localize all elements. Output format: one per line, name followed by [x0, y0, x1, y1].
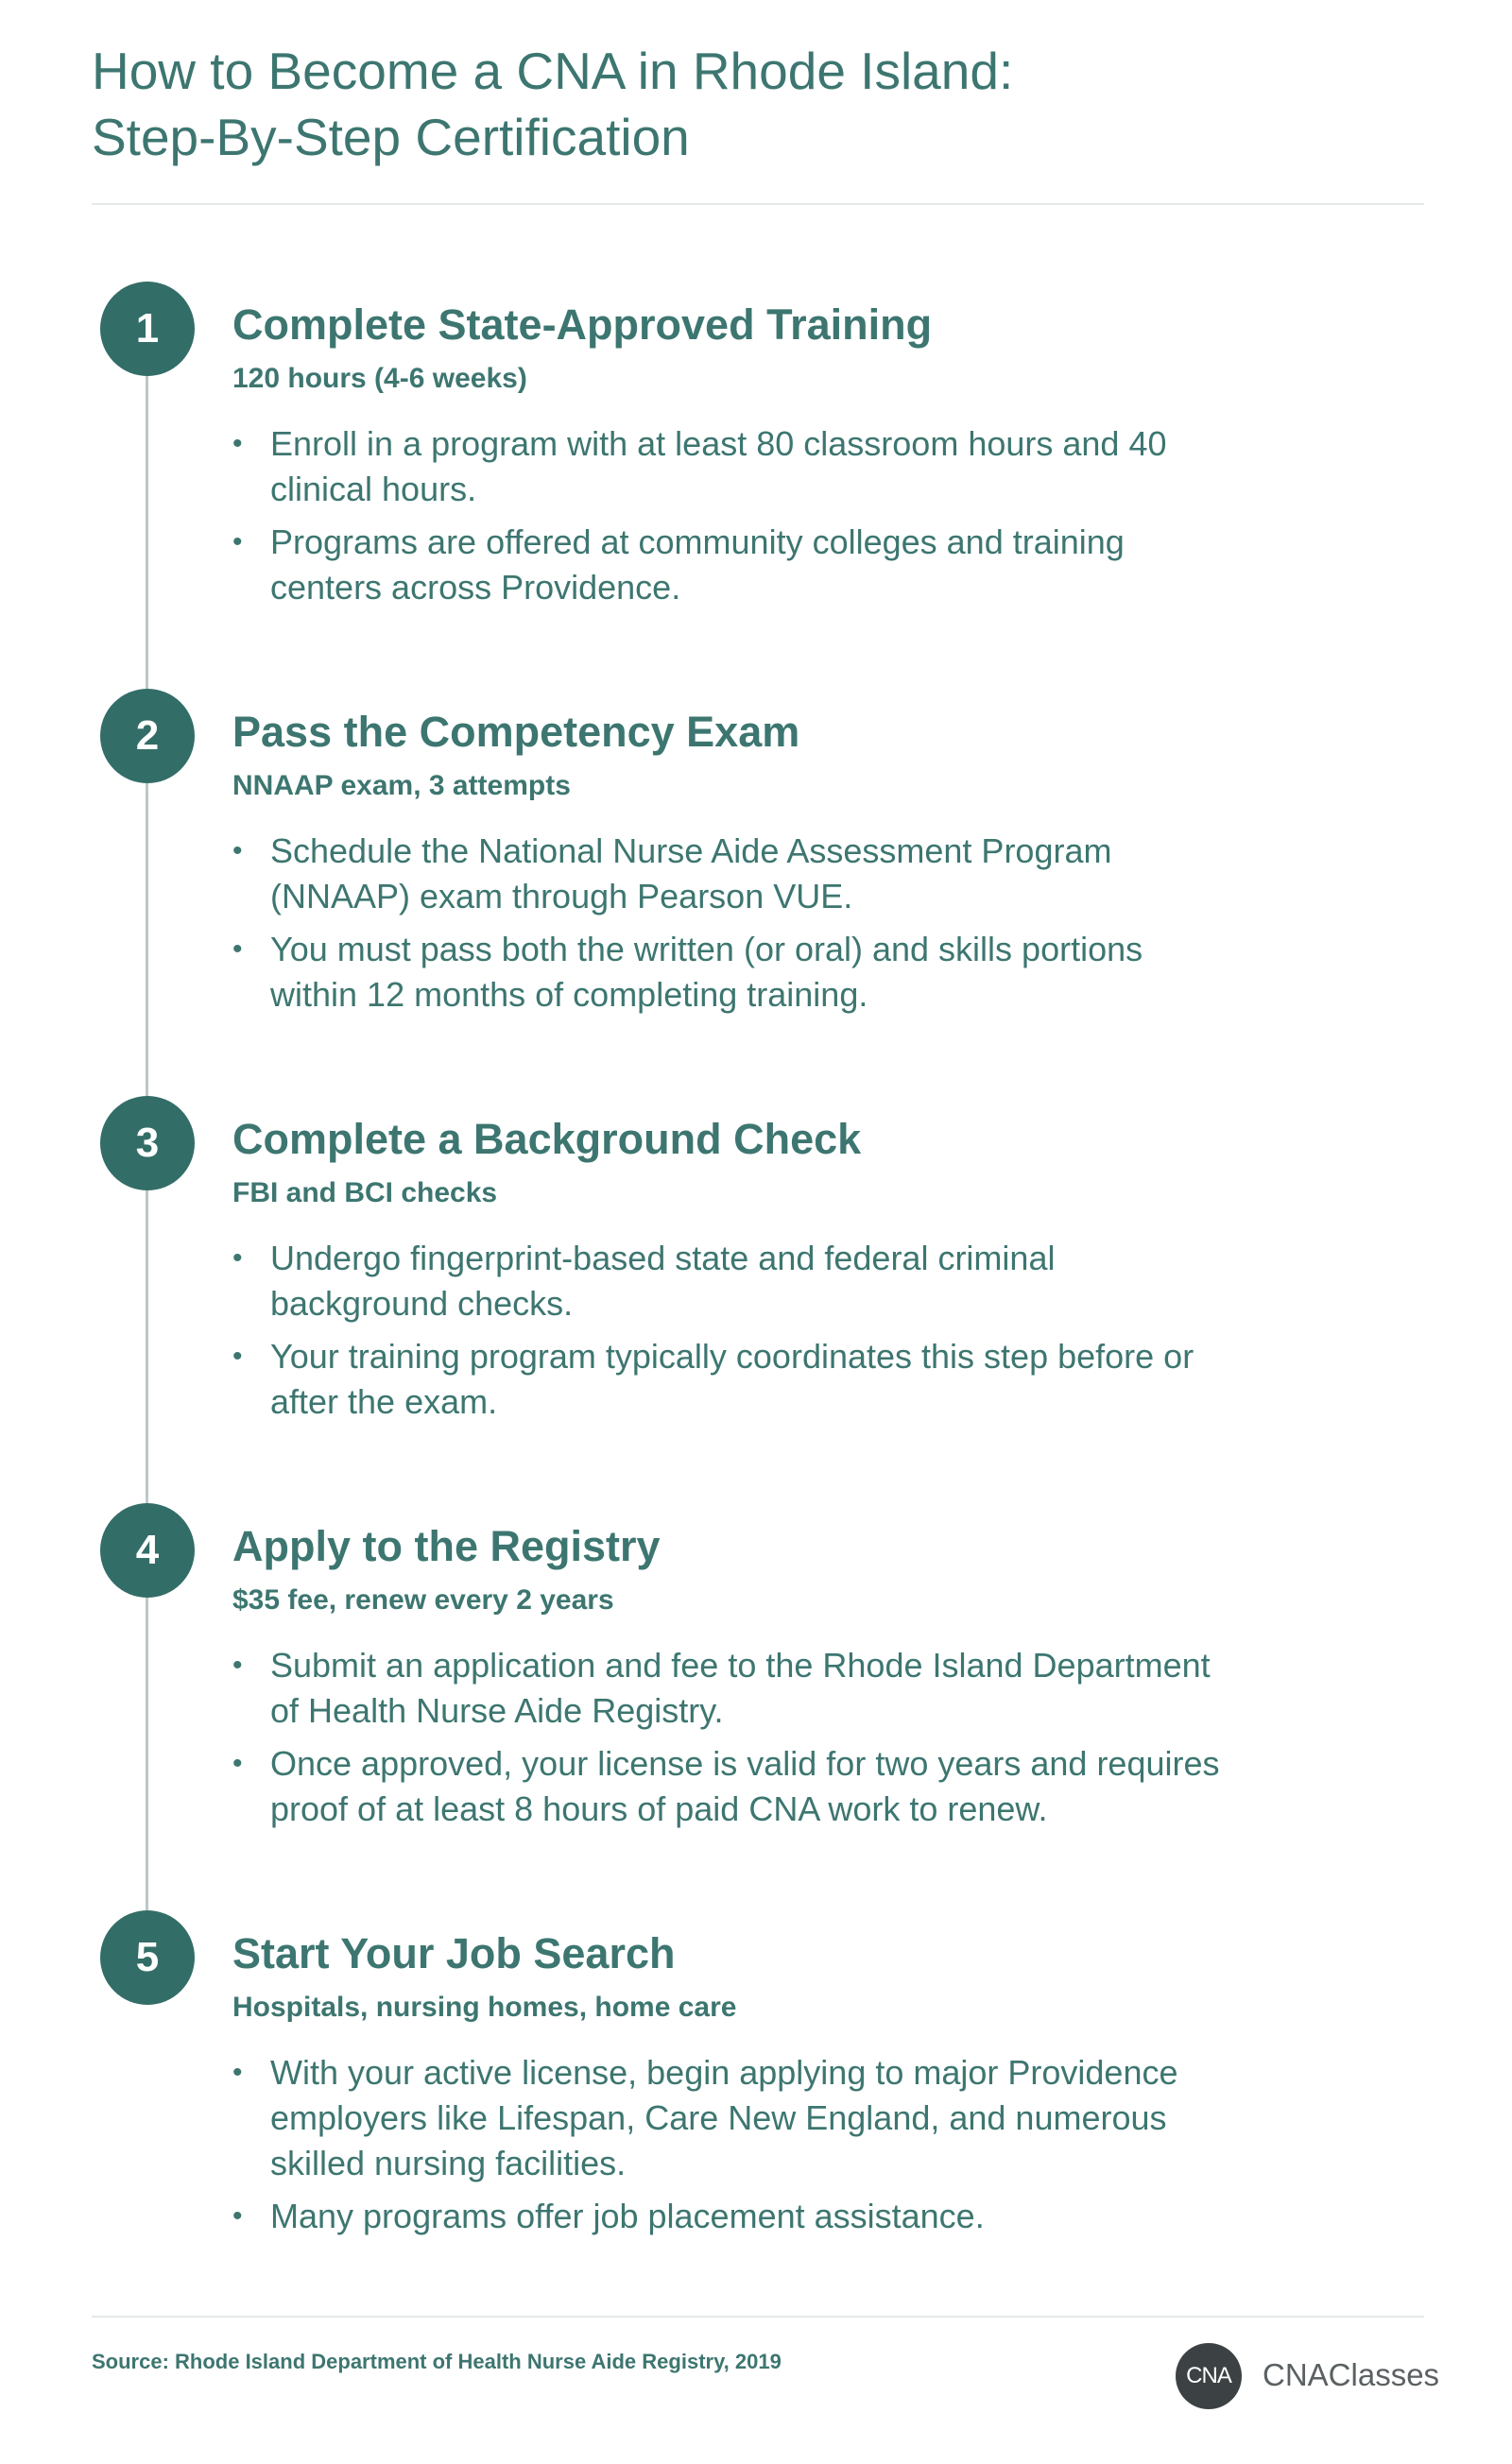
step-title: Pass the Competency Exam: [232, 708, 800, 756]
step-bullet-list: [232, 421, 1234, 618]
page-title-line-2: Step-By-Step Certification: [92, 108, 690, 166]
step-subtitle: Hospitals, nursing homes, home care: [232, 1992, 737, 2023]
bullet-dot-icon: •: [232, 933, 243, 965]
bullet-item: [232, 927, 1234, 1018]
bullet-item: [232, 520, 1234, 610]
step-title: Complete State-Approved Training: [232, 300, 933, 349]
bullet-item: [232, 2050, 1234, 2186]
brand-lockup: [1176, 2343, 1440, 2411]
cna-logo-icon: CNA: [1176, 2343, 1242, 2409]
bullet-text: Once approved, your license is valid for two years and requires proof of at least 8 hours of paid CNA work to renew.: [270, 1744, 1220, 1828]
footer-divider: [92, 2316, 1424, 2318]
step-subtitle: FBI and BCI checks: [232, 1177, 498, 1208]
bullet-text: Submit an application and fee to the Rhode Island Department of Health Nurse Aide Registry.: [270, 1646, 1211, 1730]
bullet-item: [232, 421, 1234, 512]
page-title: [92, 38, 1415, 170]
bullet-dot-icon: •: [232, 1242, 243, 1274]
step-number-badge: 3: [100, 1096, 195, 1190]
brand-name: CNAClasses: [1263, 2357, 1440, 2392]
step-bullet-list: [232, 2050, 1234, 2247]
bullet-text: Enroll in a program with at least 80 classroom hours and 40 clinical hours.: [270, 424, 1167, 508]
step-title: Complete a Background Check: [232, 1115, 862, 1163]
bullet-text: Programs are offered at community colleges and training centers across Providence.: [270, 522, 1125, 607]
step-number-badge: 4: [100, 1503, 195, 1598]
bullet-item: [232, 2194, 1234, 2239]
bullet-dot-icon: •: [232, 526, 243, 557]
step-subtitle: $35 fee, renew every 2 years: [232, 1584, 614, 1616]
bullet-text: With your active license, begin applying to major Providence employers like Lifespan, Care New England, and numerous skilled nursing facilities.: [270, 2053, 1178, 2182]
bullet-item: [232, 829, 1234, 919]
bullet-text: Many programs offer job placement assistance.: [270, 2197, 985, 2235]
bullet-dot-icon: •: [232, 2057, 243, 2088]
bullet-text: Schedule the National Nurse Aide Assessment Program (NNAAP) exam through Pearson VUE.: [270, 831, 1112, 915]
step-bullet-list: [232, 1236, 1234, 1432]
step-title: Apply to the Registry: [232, 1522, 661, 1570]
bullet-item: [232, 1741, 1234, 1832]
bullet-dot-icon: •: [232, 1748, 243, 1779]
bullet-text: Your training program typically coordinates this step before or after the exam.: [270, 1337, 1194, 1421]
bullet-dot-icon: •: [232, 835, 243, 866]
bullet-item: [232, 1643, 1234, 1734]
bullet-dot-icon: •: [232, 428, 243, 459]
step-bullet-list: [232, 1643, 1234, 1839]
page-title-line-1: How to Become a CNA in Rhode Island:: [92, 42, 1014, 100]
source-citation: Source: Rhode Island Department of Health Nurse Aide Registry, 2019: [92, 2350, 782, 2373]
step-number-badge: 5: [100, 1910, 195, 2005]
bullet-text: Undergo fingerprint-based state and federal criminal background checks.: [270, 1239, 1056, 1323]
step-subtitle: 120 hours (4-6 weeks): [232, 363, 527, 394]
bullet-dot-icon: •: [232, 1341, 243, 1372]
bullet-item: [232, 1334, 1234, 1425]
step-number-badge: 2: [100, 689, 195, 783]
step-bullet-list: [232, 829, 1234, 1025]
bullet-dot-icon: •: [232, 2200, 243, 2232]
step-title: Start Your Job Search: [232, 1929, 676, 1977]
bullet-item: [232, 1236, 1234, 1326]
step-number-badge: 1: [100, 282, 195, 376]
step-subtitle: NNAAP exam, 3 attempts: [232, 770, 571, 801]
bullet-text: You must pass both the written (or oral) and skills portions within 12 months of completing training.: [270, 930, 1143, 1014]
header-divider: [92, 203, 1424, 205]
bullet-dot-icon: •: [232, 1650, 243, 1681]
